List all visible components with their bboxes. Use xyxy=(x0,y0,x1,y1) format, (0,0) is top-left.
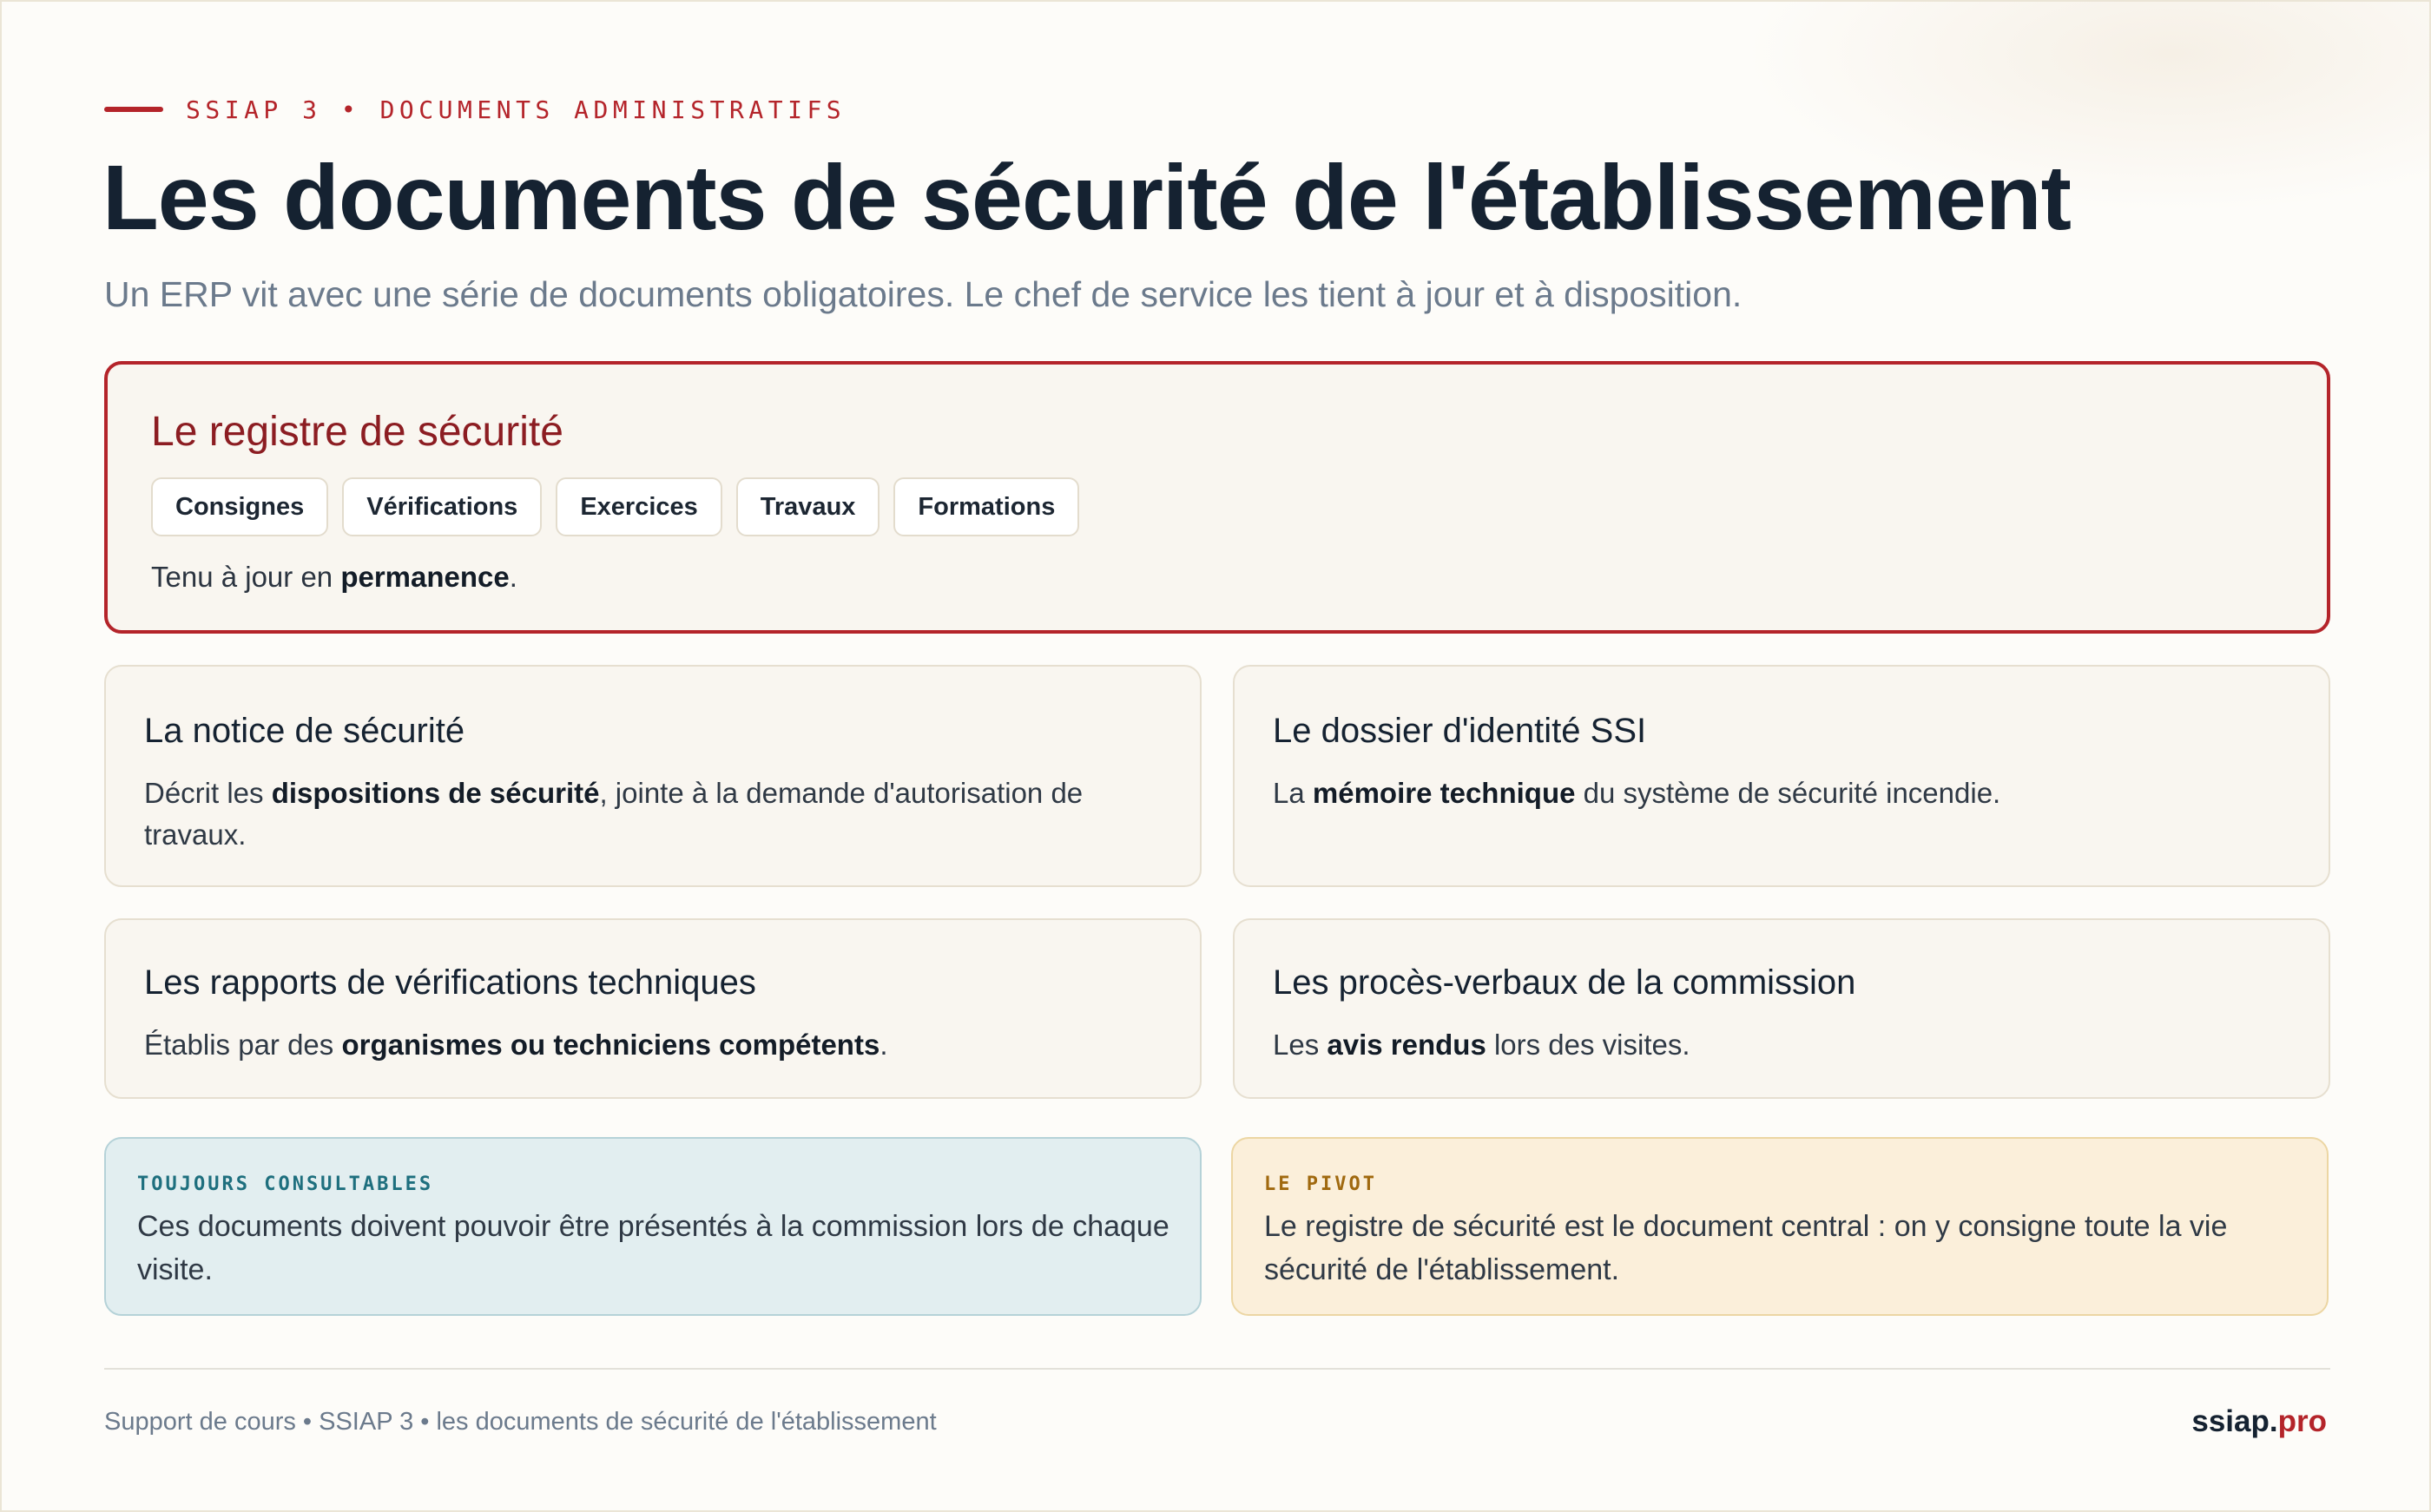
card-rapports-verifications xyxy=(104,918,1202,1099)
card-notice-securite xyxy=(104,665,1202,887)
registre-card xyxy=(104,361,2330,634)
tag-verifications: Vérifications xyxy=(342,477,542,536)
callout-label: LE PIVOT xyxy=(1264,1173,1377,1195)
registre-note-bold: permanence xyxy=(340,561,510,593)
kicker-text: SSIAP 3 • DOCUMENTS ADMINISTRATIFS xyxy=(186,95,847,124)
callout-text: Ces documents doivent pouvoir être présentés à la commission lors de chaque visite. xyxy=(137,1210,1169,1286)
page-subtitle: Un ERP vit avec une série de documents obligatoires. Le chef de service les tient à jour et à disposition. xyxy=(104,274,1743,314)
registre-tags xyxy=(151,477,1079,536)
tag-travaux: Travaux xyxy=(736,477,880,536)
tag-exercices: Exercices xyxy=(556,477,721,536)
brand-main: ssiap. xyxy=(2191,1404,2278,1438)
card-text xyxy=(144,772,1143,856)
card-title: Les procès-verbaux de la commission xyxy=(1273,963,1856,1002)
registre-title: Le registre de sécurité xyxy=(151,409,563,455)
registre-note xyxy=(151,561,517,594)
card-text-bold: avis rendus xyxy=(1327,1029,1486,1061)
kicker-accent-line xyxy=(104,107,163,112)
card-text-suffix: lors des visites. xyxy=(1486,1029,1690,1061)
card-proces-verbaux xyxy=(1233,918,2330,1099)
card-text-suffix: , jointe à la demande d'autorisation de travaux. xyxy=(144,777,1084,851)
card-text-prefix: Les xyxy=(1273,1029,1327,1061)
footer-caption: Support de cours • SSIAP 3 • les documents de sécurité de l'établissement xyxy=(104,1408,937,1436)
card-text xyxy=(1273,1024,2271,1066)
card-dossier-identite-ssi xyxy=(1233,665,2330,887)
card-text-prefix: Décrit les xyxy=(144,777,272,809)
card-title: La notice de sécurité xyxy=(144,712,465,750)
callout-toujours-consultables xyxy=(104,1137,1202,1316)
registre-note-prefix: Tenu à jour en xyxy=(151,561,341,593)
page-title: Les documents de sécurité de l'établissement xyxy=(102,147,2071,249)
card-text xyxy=(1273,772,2271,814)
card-text-prefix: Établis par des xyxy=(144,1029,342,1061)
card-text-suffix: . xyxy=(880,1029,888,1061)
registre-note-suffix: . xyxy=(509,561,517,593)
kicker xyxy=(104,94,846,125)
callout-label: TOUJOURS CONSULTABLES xyxy=(137,1173,434,1195)
card-text-prefix: La xyxy=(1273,777,1313,809)
brand-accent: pro xyxy=(2277,1404,2327,1438)
card-text-bold: dispositions de sécurité xyxy=(271,777,600,809)
callout-le-pivot xyxy=(1231,1137,2329,1316)
tag-consignes: Consignes xyxy=(151,477,328,536)
card-title: Le dossier d'identité SSI xyxy=(1273,712,1647,750)
callout-text: Le registre de sécurité est le document central : on y consigne toute la vie sécurité de l'établissement. xyxy=(1264,1210,2228,1286)
card-text-bold: mémoire technique xyxy=(1312,777,1576,809)
card-text-suffix: du système de sécurité incendie. xyxy=(1575,777,2001,809)
footer-brand-logo[interactable] xyxy=(2191,1404,2327,1439)
card-title: Les rapports de vérifications techniques xyxy=(144,963,756,1002)
card-text-bold: organismes ou techniciens compétents xyxy=(341,1029,880,1061)
footer-divider xyxy=(104,1368,2330,1370)
tag-formations: Formations xyxy=(893,477,1079,536)
card-text xyxy=(144,1024,1143,1066)
